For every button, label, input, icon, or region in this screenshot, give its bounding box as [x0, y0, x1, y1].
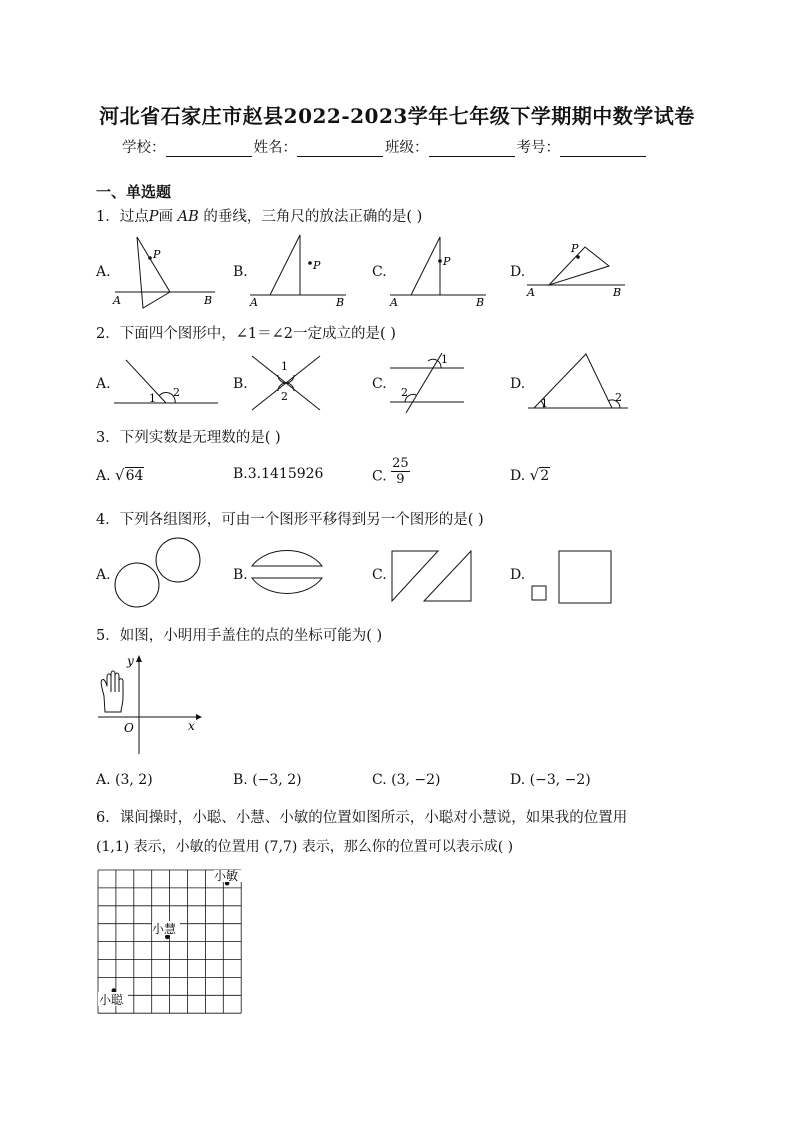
class-label: 班级：	[385, 140, 429, 156]
q1-figure-d	[525, 238, 635, 308]
question-2: 2．下面四个图形中，∠1＝∠2一定成立的是( )	[96, 326, 396, 342]
q2-figure-d	[526, 350, 630, 414]
point-p-label: P	[153, 248, 161, 261]
number-label: 考号：	[516, 140, 560, 156]
angle-2-label: 2	[401, 386, 408, 399]
exam-title: 河北省石家庄市赵县2022-2023学年七年级下学期期中数学试卷	[99, 104, 695, 128]
hand-icon	[101, 671, 123, 712]
q4-figure-a	[112, 536, 202, 610]
q3-option-c[interactable]: C. $\frac{25}{9}$	[372, 456, 409, 487]
question-4: 4．下列各组图形，可由一个图形平移得到另一个图形的是( )	[96, 512, 484, 528]
q3-option-b[interactable]: B.3.1415926	[233, 466, 324, 482]
point-b-label: B	[336, 296, 345, 309]
min-label: 小敏	[214, 869, 239, 883]
angle-2-label: 2	[615, 391, 622, 404]
q2-option-c[interactable]: C.	[372, 376, 387, 392]
question-6-line-1: 6．课间操时，小聪、小慧、小敏的位置如图所示，小聪对小慧说，如果我的位置用	[96, 810, 628, 826]
class-blank[interactable]	[429, 140, 515, 157]
point-a-label: A	[527, 286, 535, 299]
angle-1-label: 1	[541, 397, 548, 410]
angle-2-label: 2	[173, 386, 180, 399]
q1-option-a[interactable]: A.	[96, 264, 111, 280]
angle-1-label: 1	[441, 353, 448, 366]
section-heading: 一、单选题	[96, 183, 172, 201]
question-1: 1．过点P画 AB 的垂线，三角尺的放法正确的是( )	[96, 209, 423, 225]
q4-option-b[interactable]: B.	[233, 567, 248, 583]
origin-label: O	[124, 721, 134, 735]
point-b-label: B	[204, 294, 213, 307]
point-b-label: B	[613, 286, 622, 299]
q3-option-a[interactable]: A. √64	[96, 466, 144, 484]
q4-figure-d	[528, 549, 618, 607]
q1-option-c[interactable]: C.	[372, 264, 387, 280]
name-label: 姓名：	[253, 140, 297, 156]
q4-figure-c	[390, 549, 480, 605]
question-6-line-2: (1,1) 表示，小敏的位置用 (7,7) 表示，那么你的位置可以表示成( )	[96, 839, 514, 855]
school-label: 学校：	[122, 140, 166, 156]
q3-option-d[interactable]: D. √2	[510, 466, 550, 484]
q1-figure-a	[110, 232, 220, 312]
q2-figure-a	[112, 352, 222, 412]
point-a-label: A	[250, 296, 258, 309]
q5-option-b[interactable]: B. (−3, 2)	[233, 772, 302, 788]
angle-2-label: 2	[281, 390, 288, 403]
student-info-row	[122, 136, 648, 157]
question-5: 5．如图，小明用手盖住的点的坐标可能为( )	[96, 628, 383, 644]
point-a-label: A	[113, 294, 121, 307]
fraction-denominator: 9	[396, 472, 405, 487]
point-p-label: P	[313, 259, 321, 272]
point-a-label: A	[390, 296, 398, 309]
q4-option-a[interactable]: A.	[96, 567, 111, 583]
q5-option-c[interactable]: C. (3, −2)	[372, 772, 441, 788]
y-axis-label: y	[127, 654, 134, 668]
q2-figure-b	[248, 352, 328, 412]
radicand-64: 64	[125, 468, 144, 484]
q4-option-d[interactable]: D.	[510, 567, 526, 583]
q4-option-c[interactable]: C.	[372, 567, 387, 583]
q2-option-a[interactable]: A.	[96, 376, 111, 392]
q5-option-a[interactable]: A. (3, 2)	[96, 772, 153, 788]
q1-option-d[interactable]: D.	[510, 264, 526, 280]
point-b-label: B	[476, 296, 485, 309]
x-axis-label: x	[188, 719, 195, 733]
radicand-2: 2	[540, 468, 550, 484]
q1-figure-b	[248, 232, 348, 312]
point-p-label: P	[443, 255, 451, 268]
hui-label: 小慧	[152, 922, 177, 936]
q5-option-d[interactable]: D. (−3, −2)	[510, 772, 591, 788]
angle-1-label: 1	[149, 392, 156, 405]
fraction-numerator: 25	[392, 456, 409, 471]
q2-option-d[interactable]: D.	[510, 376, 526, 392]
question-3: 3．下列实数是无理数的是( )	[96, 430, 281, 446]
q2-option-b[interactable]: B.	[233, 376, 248, 392]
q6-position-grid	[96, 868, 246, 1010]
grid-lines	[98, 870, 241, 1013]
q1-figure-c	[388, 232, 488, 312]
q2-figure-c	[388, 350, 468, 414]
point-p-label: P	[571, 242, 579, 255]
number-blank[interactable]	[560, 140, 646, 157]
q4-figure-b	[248, 540, 328, 606]
q1-option-b[interactable]: B.	[233, 264, 248, 280]
name-blank[interactable]	[297, 140, 383, 157]
school-blank[interactable]	[166, 140, 252, 157]
angle-1-label: 1	[281, 360, 288, 373]
cong-label: 小聪	[99, 993, 124, 1007]
q5-coordinate-figure	[96, 652, 206, 760]
